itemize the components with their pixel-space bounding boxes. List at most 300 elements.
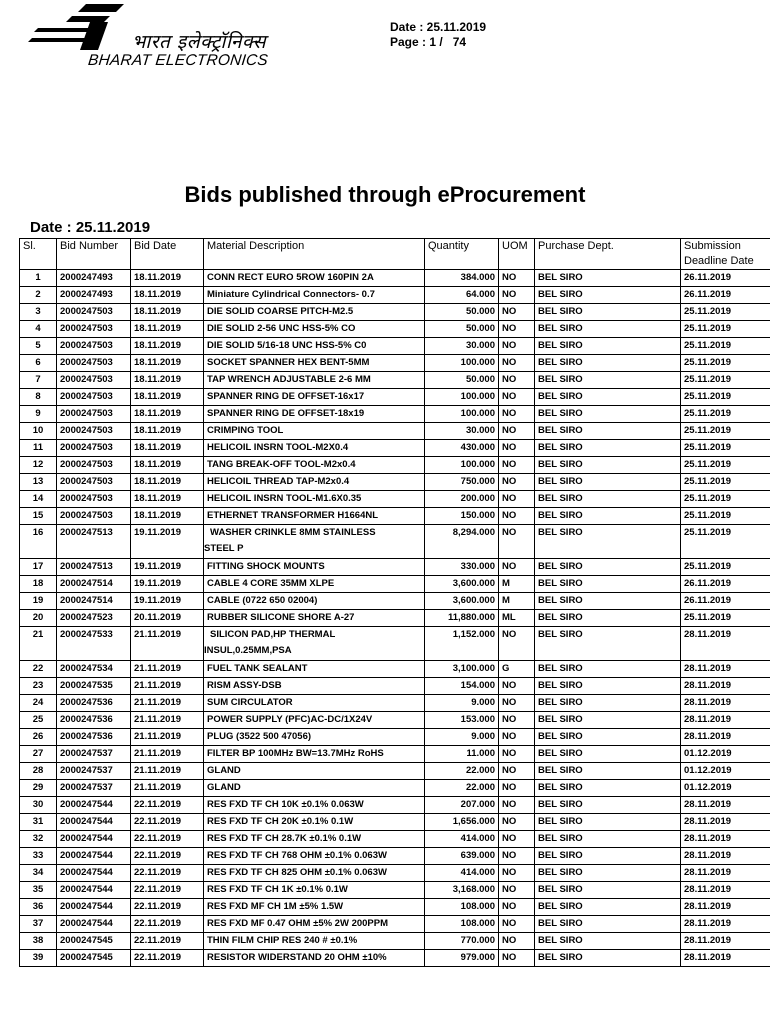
cell-submission-deadline: 26.11.2019	[681, 576, 770, 593]
cell-submission-deadline: 25.11.2019	[681, 372, 770, 389]
cell-uom: NO	[499, 950, 535, 967]
cell-sl: 19	[20, 593, 57, 610]
cell-material-description: CABLE 4 CORE 35MM XLPE	[204, 576, 425, 593]
cell-material-description: RES FXD TF CH 1K ±0.1% 0.1W	[204, 882, 425, 899]
cell-purchase-dept: BEL SIRO	[535, 814, 681, 831]
cell-bid-date: 18.11.2019	[131, 304, 204, 321]
cell-uom: NO	[499, 355, 535, 372]
page-number: Page : 1 / 74	[390, 35, 467, 49]
cell-submission-deadline: 25.11.2019	[681, 559, 770, 576]
cell-bid-number: 2000247503	[57, 355, 131, 372]
cell-uom: NO	[499, 695, 535, 712]
cell-uom: G	[499, 661, 535, 678]
cell-sl: 23	[20, 678, 57, 695]
cell-bid-date: 19.11.2019	[131, 593, 204, 610]
cell-submission-deadline: 28.11.2019	[681, 797, 770, 814]
cell-submission-deadline: 28.11.2019	[681, 712, 770, 729]
cell-quantity: 30.000	[425, 423, 499, 440]
cell-purchase-dept: BEL SIRO	[535, 559, 681, 576]
table-row	[20, 406, 770, 423]
table-row	[20, 916, 770, 933]
cell-bid-number: 2000247534	[57, 661, 131, 678]
cell-purchase-dept: BEL SIRO	[535, 831, 681, 848]
logo-hindi-text: भारत इलेक्ट्रॉनिक्स	[132, 31, 267, 53]
cell-quantity: 153.000	[425, 712, 499, 729]
cell-purchase-dept: BEL SIRO	[535, 474, 681, 491]
cell-submission-deadline: 28.11.2019	[681, 933, 770, 950]
cell-material-description: THIN FILM CHIP RES 240 # ±0.1%	[204, 933, 425, 950]
cell-quantity: 3,168.000	[425, 882, 499, 899]
cell-bid-date: 18.11.2019	[131, 491, 204, 508]
cell-bid-number: 2000247544	[57, 865, 131, 882]
cell-purchase-dept: BEL SIRO	[535, 695, 681, 712]
cell-submission-deadline: 25.11.2019	[681, 423, 770, 440]
table-row	[20, 457, 770, 474]
table-row	[20, 831, 770, 848]
cell-bid-number: 2000247503	[57, 508, 131, 525]
col-header-bid-date: Bid Date	[131, 239, 204, 270]
cell-quantity: 11.000	[425, 746, 499, 763]
cell-submission-deadline: 25.11.2019	[681, 508, 770, 525]
cell-bid-date: 21.11.2019	[131, 678, 204, 695]
cell-submission-deadline: 01.12.2019	[681, 763, 770, 780]
cell-submission-deadline: 26.11.2019	[681, 593, 770, 610]
cell-material-description: SUM CIRCULATOR	[204, 695, 425, 712]
cell-submission-deadline: 28.11.2019	[681, 814, 770, 831]
cell-sl: 14	[20, 491, 57, 508]
cell-bid-date: 18.11.2019	[131, 355, 204, 372]
cell-uom: NO	[499, 321, 535, 338]
cell-purchase-dept: BEL SIRO	[535, 865, 681, 882]
table-row	[20, 304, 770, 321]
cell-bid-number: 2000247544	[57, 899, 131, 916]
table-row	[20, 440, 770, 457]
cell-uom: M	[499, 576, 535, 593]
cell-purchase-dept: BEL SIRO	[535, 746, 681, 763]
document-meta	[390, 20, 486, 50]
cell-bid-date: 22.11.2019	[131, 916, 204, 933]
cell-bid-number: 2000247536	[57, 695, 131, 712]
cell-sl: 9	[20, 406, 57, 423]
table-row	[20, 661, 770, 678]
cell-submission-deadline: 28.11.2019	[681, 695, 770, 712]
cell-purchase-dept: BEL SIRO	[535, 423, 681, 440]
cell-bid-date: 18.11.2019	[131, 406, 204, 423]
table-row	[20, 576, 770, 593]
cell-material-description: RES FXD TF CH 825 OHM ±0.1% 0.063W	[204, 865, 425, 882]
cell-quantity: 207.000	[425, 797, 499, 814]
cell-uom: NO	[499, 440, 535, 457]
cell-bid-number: 2000247513	[57, 559, 131, 576]
cell-bid-number: 2000247503	[57, 321, 131, 338]
cell-material-description: SOCKET SPANNER HEX BENT-5MM	[204, 355, 425, 372]
cell-uom: NO	[499, 933, 535, 950]
cell-material-description: SPANNER RING DE OFFSET-18x19	[204, 406, 425, 423]
cell-uom: NO	[499, 797, 535, 814]
col-header-purchase-dept: Purchase Dept.	[535, 239, 681, 270]
cell-bid-date: 21.11.2019	[131, 712, 204, 729]
cell-material-description: FITTING SHOCK MOUNTS	[204, 559, 425, 576]
cell-uom: NO	[499, 831, 535, 848]
cell-sl: 32	[20, 831, 57, 848]
cell-sl: 5	[20, 338, 57, 355]
cell-bid-date: 22.11.2019	[131, 797, 204, 814]
cell-uom: NO	[499, 406, 535, 423]
cell-material-description: HELICOIL INSRN TOOL-M1.6X0.35	[204, 491, 425, 508]
cell-material-description: FUEL TANK SEALANT	[204, 661, 425, 678]
table-body	[20, 270, 770, 967]
cell-material-description: RISM ASSY-DSB	[204, 678, 425, 695]
cell-sl: 4	[20, 321, 57, 338]
cell-bid-date: 18.11.2019	[131, 474, 204, 491]
table-row	[20, 508, 770, 525]
cell-bid-number: 2000247503	[57, 423, 131, 440]
cell-sl: 34	[20, 865, 57, 882]
cell-bid-date: 20.11.2019	[131, 610, 204, 627]
cell-bid-number: 2000247537	[57, 780, 131, 797]
cell-sl: 12	[20, 457, 57, 474]
cell-purchase-dept: BEL SIRO	[535, 661, 681, 678]
cell-bid-date: 18.11.2019	[131, 338, 204, 355]
cell-submission-deadline: 28.11.2019	[681, 865, 770, 882]
cell-purchase-dept: BEL SIRO	[535, 610, 681, 627]
cell-purchase-dept: BEL SIRO	[535, 882, 681, 899]
table-row	[20, 950, 770, 967]
cell-uom: NO	[499, 729, 535, 746]
cell-material-description: GLAND	[204, 763, 425, 780]
cell-bid-date: 18.11.2019	[131, 321, 204, 338]
cell-sl: 8	[20, 389, 57, 406]
cell-bid-date: 21.11.2019	[131, 746, 204, 763]
cell-bid-number: 2000247514	[57, 593, 131, 610]
cell-sl: 28	[20, 763, 57, 780]
cell-material-description: HELICOIL INSRN TOOL-M2X0.4	[204, 440, 425, 457]
cell-bid-number: 2000247533	[57, 627, 131, 661]
cell-bid-date: 22.11.2019	[131, 831, 204, 848]
cell-sl: 22	[20, 661, 57, 678]
cell-uom: NO	[499, 474, 535, 491]
cell-sl: 27	[20, 746, 57, 763]
cell-quantity: 330.000	[425, 559, 499, 576]
cell-submission-deadline: 25.11.2019	[681, 610, 770, 627]
cell-material-description: RUBBER SILICONE SHORE A-27	[204, 610, 425, 627]
cell-uom: NO	[499, 389, 535, 406]
cell-bid-date: 22.11.2019	[131, 933, 204, 950]
table-row	[20, 712, 770, 729]
cell-submission-deadline: 25.11.2019	[681, 440, 770, 457]
cell-material-description: DIE SOLID 5/16-18 UNC HSS-5% C0	[204, 338, 425, 355]
cell-bid-date: 19.11.2019	[131, 559, 204, 576]
cell-sl: 39	[20, 950, 57, 967]
table-row	[20, 780, 770, 797]
table-row	[20, 389, 770, 406]
cell-submission-deadline: 28.11.2019	[681, 848, 770, 865]
cell-quantity: 200.000	[425, 491, 499, 508]
cell-uom: NO	[499, 491, 535, 508]
cell-submission-deadline: 26.11.2019	[681, 287, 770, 304]
table-row	[20, 865, 770, 882]
cell-sl: 25	[20, 712, 57, 729]
table-header-row	[20, 239, 770, 270]
cell-sl: 17	[20, 559, 57, 576]
cell-quantity: 100.000	[425, 457, 499, 474]
table-row	[20, 355, 770, 372]
cell-submission-deadline: 28.11.2019	[681, 950, 770, 967]
cell-uom: NO	[499, 457, 535, 474]
cell-purchase-dept: BEL SIRO	[535, 933, 681, 950]
cell-bid-date: 18.11.2019	[131, 372, 204, 389]
cell-sl: 35	[20, 882, 57, 899]
cell-sl: 15	[20, 508, 57, 525]
cell-submission-deadline: 25.11.2019	[681, 406, 770, 423]
cell-sl: 38	[20, 933, 57, 950]
cell-purchase-dept: BEL SIRO	[535, 406, 681, 423]
cell-uom: NO	[499, 814, 535, 831]
cell-quantity: 100.000	[425, 389, 499, 406]
cell-submission-deadline: 25.11.2019	[681, 457, 770, 474]
cell-bid-number: 2000247503	[57, 372, 131, 389]
cell-purchase-dept: BEL SIRO	[535, 950, 681, 967]
cell-bid-date: 21.11.2019	[131, 627, 204, 661]
cell-purchase-dept: BEL SIRO	[535, 491, 681, 508]
cell-bid-number: 2000247544	[57, 882, 131, 899]
cell-purchase-dept: BEL SIRO	[535, 355, 681, 372]
cell-bid-number: 2000247503	[57, 389, 131, 406]
document-date: Date : 25.11.2019	[390, 20, 487, 34]
cell-uom: NO	[499, 899, 535, 916]
cell-quantity: 1,656.000	[425, 814, 499, 831]
cell-bid-number: 2000247493	[57, 287, 131, 304]
cell-quantity: 22.000	[425, 780, 499, 797]
col-header-submission-deadline: Submission Deadline Date	[681, 239, 770, 270]
cell-submission-deadline: 25.11.2019	[681, 491, 770, 508]
table-row	[20, 899, 770, 916]
cell-material-description: SPANNER RING DE OFFSET-16x17	[204, 389, 425, 406]
cell-submission-deadline: 28.11.2019	[681, 627, 770, 661]
cell-submission-deadline: 25.11.2019	[681, 525, 770, 559]
cell-submission-deadline: 28.11.2019	[681, 831, 770, 848]
cell-bid-date: 18.11.2019	[131, 440, 204, 457]
cell-material-description: WASHER CRINKLE 8MM STAINLESS STEEL P	[204, 525, 425, 559]
table-row	[20, 627, 770, 661]
table-row	[20, 729, 770, 746]
cell-sl: 18	[20, 576, 57, 593]
cell-bid-number: 2000247544	[57, 797, 131, 814]
cell-bid-number: 2000247544	[57, 848, 131, 865]
cell-uom: NO	[499, 746, 535, 763]
cell-material-description: RES FXD MF CH 1M ±5% 1.5W	[204, 899, 425, 916]
col-header-material-description: Material Description	[204, 239, 425, 270]
cell-sl: 30	[20, 797, 57, 814]
cell-bid-date: 18.11.2019	[131, 508, 204, 525]
col-header-bid-number: Bid Number	[57, 239, 131, 270]
cell-material-description: FILTER BP 100MHz BW=13.7MHz RoHS	[204, 746, 425, 763]
cell-sl: 2	[20, 287, 57, 304]
cell-uom: NO	[499, 372, 535, 389]
cell-bid-number: 2000247537	[57, 763, 131, 780]
cell-submission-deadline: 28.11.2019	[681, 661, 770, 678]
cell-bid-number: 2000247523	[57, 610, 131, 627]
cell-material-description: CRIMPING TOOL	[204, 423, 425, 440]
cell-submission-deadline: 28.11.2019	[681, 916, 770, 933]
cell-submission-deadline: 01.12.2019	[681, 780, 770, 797]
cell-submission-deadline: 26.11.2019	[681, 270, 770, 287]
cell-quantity: 414.000	[425, 831, 499, 848]
cell-submission-deadline: 28.11.2019	[681, 899, 770, 916]
cell-submission-deadline: 25.11.2019	[681, 389, 770, 406]
cell-quantity: 50.000	[425, 304, 499, 321]
cell-bid-date: 22.11.2019	[131, 865, 204, 882]
table-row	[20, 678, 770, 695]
col-header-sl: Sl.	[20, 239, 57, 270]
cell-quantity: 9.000	[425, 695, 499, 712]
cell-bid-date: 18.11.2019	[131, 270, 204, 287]
cell-uom: NO	[499, 627, 535, 661]
cell-purchase-dept: BEL SIRO	[535, 678, 681, 695]
table-row	[20, 882, 770, 899]
cell-sl: 37	[20, 916, 57, 933]
cell-quantity: 639.000	[425, 848, 499, 865]
cell-sl: 11	[20, 440, 57, 457]
cell-sl: 16	[20, 525, 57, 559]
cell-bid-number: 2000247514	[57, 576, 131, 593]
cell-material-description: GLAND	[204, 780, 425, 797]
cell-quantity: 64.000	[425, 287, 499, 304]
cell-sl: 3	[20, 304, 57, 321]
cell-uom: NO	[499, 287, 535, 304]
cell-uom: NO	[499, 780, 535, 797]
cell-uom: NO	[499, 304, 535, 321]
cell-quantity: 108.000	[425, 899, 499, 916]
table-row	[20, 933, 770, 950]
cell-uom: NO	[499, 559, 535, 576]
cell-quantity: 1,152.000	[425, 627, 499, 661]
cell-quantity: 11,880.000	[425, 610, 499, 627]
cell-quantity: 150.000	[425, 508, 499, 525]
cell-bid-number: 2000247503	[57, 491, 131, 508]
cell-bid-date: 18.11.2019	[131, 389, 204, 406]
table-row	[20, 338, 770, 355]
cell-purchase-dept: BEL SIRO	[535, 593, 681, 610]
cell-quantity: 22.000	[425, 763, 499, 780]
cell-uom: NO	[499, 865, 535, 882]
cell-bid-date: 22.11.2019	[131, 848, 204, 865]
table-row	[20, 491, 770, 508]
cell-purchase-dept: BEL SIRO	[535, 916, 681, 933]
cell-bid-date: 21.11.2019	[131, 695, 204, 712]
cell-material-description: RES FXD MF 0.47 OHM ±5% 2W 200PPM	[204, 916, 425, 933]
table-row	[20, 270, 770, 287]
cell-bid-date: 18.11.2019	[131, 287, 204, 304]
cell-bid-date: 19.11.2019	[131, 525, 204, 559]
cell-sl: 1	[20, 270, 57, 287]
cell-purchase-dept: BEL SIRO	[535, 287, 681, 304]
cell-bid-date: 22.11.2019	[131, 899, 204, 916]
page-title: Bids published through eProcurement	[184, 182, 586, 207]
cell-purchase-dept: BEL SIRO	[535, 627, 681, 661]
cell-purchase-dept: BEL SIRO	[535, 576, 681, 593]
cell-quantity: 750.000	[425, 474, 499, 491]
cell-sl: 6	[20, 355, 57, 372]
cell-material-description: SILICON PAD,HP THERMAL INSUL,0.25MM,PSA	[204, 627, 425, 661]
cell-uom: NO	[499, 916, 535, 933]
cell-submission-deadline: 25.11.2019	[681, 321, 770, 338]
cell-sl: 24	[20, 695, 57, 712]
company-logo	[28, 2, 338, 70]
cell-purchase-dept: BEL SIRO	[535, 508, 681, 525]
cell-material-description: ETHERNET TRANSFORMER H1664NL	[204, 508, 425, 525]
cell-material-description: RES FXD TF CH 768 OHM ±0.1% 0.063W	[204, 848, 425, 865]
cell-purchase-dept: BEL SIRO	[535, 712, 681, 729]
cell-quantity: 414.000	[425, 865, 499, 882]
table-row	[20, 474, 770, 491]
cell-sl: 29	[20, 780, 57, 797]
cell-bid-number: 2000247536	[57, 712, 131, 729]
cell-purchase-dept: BEL SIRO	[535, 457, 681, 474]
cell-material-description: POWER SUPPLY (PFC)AC-DC/1X24V	[204, 712, 425, 729]
table-row	[20, 559, 770, 576]
cell-sl: 10	[20, 423, 57, 440]
cell-quantity: 154.000	[425, 678, 499, 695]
cell-bid-number: 2000247545	[57, 950, 131, 967]
cell-bid-date: 22.11.2019	[131, 882, 204, 899]
cell-sl: 31	[20, 814, 57, 831]
cell-bid-number: 2000247535	[57, 678, 131, 695]
cell-quantity: 384.000	[425, 270, 499, 287]
cell-material-description: RES FXD TF CH 28.7K ±0.1% 0.1W	[204, 831, 425, 848]
table-row	[20, 525, 770, 559]
cell-bid-date: 22.11.2019	[131, 950, 204, 967]
report-date: Date : 25.11.2019	[30, 219, 151, 236]
cell-purchase-dept: BEL SIRO	[535, 270, 681, 287]
cell-bid-number: 2000247544	[57, 831, 131, 848]
cell-bid-date: 21.11.2019	[131, 763, 204, 780]
cell-uom: NO	[499, 882, 535, 899]
cell-submission-deadline: 28.11.2019	[681, 882, 770, 899]
cell-quantity: 50.000	[425, 321, 499, 338]
cell-uom: NO	[499, 508, 535, 525]
table-row	[20, 610, 770, 627]
cell-purchase-dept: BEL SIRO	[535, 440, 681, 457]
cell-purchase-dept: BEL SIRO	[535, 372, 681, 389]
table-row	[20, 593, 770, 610]
cell-quantity: 3,600.000	[425, 576, 499, 593]
cell-uom: ML	[499, 610, 535, 627]
table-row	[20, 287, 770, 304]
cell-quantity: 50.000	[425, 372, 499, 389]
cell-purchase-dept: BEL SIRO	[535, 780, 681, 797]
cell-bid-number: 2000247503	[57, 338, 131, 355]
cell-purchase-dept: BEL SIRO	[535, 304, 681, 321]
cell-submission-deadline: 25.11.2019	[681, 355, 770, 372]
cell-bid-number: 2000247544	[57, 814, 131, 831]
cell-quantity: 770.000	[425, 933, 499, 950]
cell-quantity: 30.000	[425, 338, 499, 355]
cell-quantity: 9.000	[425, 729, 499, 746]
cell-uom: NO	[499, 848, 535, 865]
bel-logo-mark	[28, 2, 148, 54]
cell-purchase-dept: BEL SIRO	[535, 321, 681, 338]
cell-bid-date: 19.11.2019	[131, 576, 204, 593]
cell-submission-deadline: 25.11.2019	[681, 474, 770, 491]
cell-purchase-dept: BEL SIRO	[535, 338, 681, 355]
cell-bid-date: 22.11.2019	[131, 814, 204, 831]
cell-material-description: DIE SOLID COARSE PITCH-M2.5	[204, 304, 425, 321]
cell-sl: 26	[20, 729, 57, 746]
cell-quantity: 979.000	[425, 950, 499, 967]
cell-bid-number: 2000247503	[57, 474, 131, 491]
table-row	[20, 763, 770, 780]
